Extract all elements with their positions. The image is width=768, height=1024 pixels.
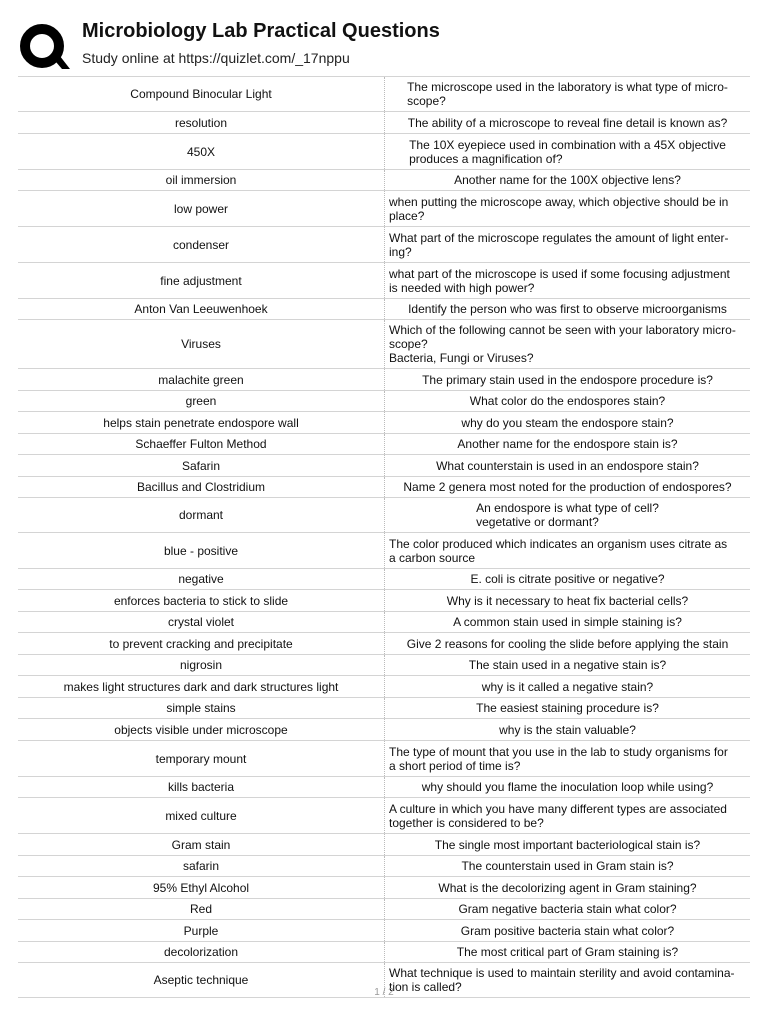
card-definition-text: what part of the microscope is used if some focusing adjustment is needed with high power? xyxy=(389,266,730,295)
card-term: to prevent cracking and precipitate xyxy=(109,636,293,651)
card-definition xyxy=(384,299,750,319)
card-definition-text: Name 2 genera most noted for the production of endospores? xyxy=(403,480,732,494)
card-definition xyxy=(384,856,750,876)
card-term: low power xyxy=(173,201,229,216)
card-definition-text: Why is it necessary to heat fix bacterial cells? xyxy=(446,593,689,608)
card-definition xyxy=(384,834,750,855)
card-definition xyxy=(384,434,750,454)
card-definition-text: The easiest staining procedure is? xyxy=(476,701,659,715)
card-definition-text: The ability of a microscope to reveal fine detail is known as? xyxy=(407,115,728,130)
card-term: safarin xyxy=(182,859,220,873)
card-definition-text: The stain used in a negative stain is? xyxy=(468,658,667,672)
card-row xyxy=(18,320,750,369)
card-definition xyxy=(384,612,750,632)
card-definition-text: What is the decolorizing agent in Gram staining? xyxy=(438,880,697,895)
card-term: Gram stain xyxy=(171,837,231,852)
card-row xyxy=(18,191,750,227)
card-term: 450X xyxy=(186,144,216,159)
card-definition-text: when putting the microscope away, which objective should be in place? xyxy=(389,194,729,223)
card-definition xyxy=(384,391,750,411)
card-term: resolution xyxy=(174,115,228,130)
card-row xyxy=(18,112,750,134)
card-definition-text: An endospore is what type of cell? vegetative or dormant? xyxy=(476,501,659,529)
card-term: Safarin xyxy=(181,458,221,473)
card-term: helps stain penetrate endospore wall xyxy=(103,415,299,430)
card-row xyxy=(18,369,750,391)
card-row xyxy=(18,877,750,899)
flashcard-table xyxy=(18,76,750,998)
card-term: blue - positive xyxy=(163,543,239,558)
card-definition xyxy=(384,899,750,919)
card-row xyxy=(18,533,750,569)
page-number: 1 / 2 xyxy=(374,987,394,998)
card-definition xyxy=(384,170,750,190)
card-row xyxy=(18,391,750,412)
card-term: Schaeffer Fulton Method xyxy=(135,437,267,451)
card-row xyxy=(18,299,750,320)
card-row xyxy=(18,920,750,942)
card-row xyxy=(18,741,750,777)
card-definition xyxy=(384,263,750,298)
card-definition-text: why is it called a negative stain? xyxy=(481,679,654,694)
card-definition-text: Another name for the 100X objective lens? xyxy=(454,173,681,187)
card-term: temporary mount xyxy=(155,751,247,766)
card-definition xyxy=(384,777,750,797)
card-row xyxy=(18,477,750,498)
card-row xyxy=(18,777,750,798)
card-definition-text: The most critical part of Gram staining is? xyxy=(456,945,679,959)
card-term: kills bacteria xyxy=(167,780,235,794)
card-definition-text: A common stain used in simple staining is? xyxy=(453,615,682,629)
card-definition-text: Give 2 reasons for cooling the slide before applying the stain xyxy=(406,636,729,651)
card-row xyxy=(18,498,750,533)
card-term: Viruses xyxy=(181,337,221,351)
card-term: 95% Ethyl Alcohol xyxy=(152,880,250,895)
card-term: Aseptic technique xyxy=(153,973,249,987)
card-definition-text: Which of the following cannot be seen with your laboratory micro- scope? Bacteria, Fungi or Viruses? xyxy=(389,323,736,365)
card-term: Red xyxy=(189,902,212,916)
card-definition-text: The microscope used in the laboratory is what type of micro- scope? xyxy=(407,80,728,108)
card-definition xyxy=(384,676,750,697)
card-row xyxy=(18,942,750,963)
card-row xyxy=(18,170,750,191)
card-definition-text: What counterstain is used in an endospore stain? xyxy=(436,458,699,473)
card-definition xyxy=(384,655,750,675)
card-definition xyxy=(384,134,750,169)
card-definition xyxy=(384,698,750,718)
card-definition xyxy=(384,920,750,941)
card-term: oil immersion xyxy=(165,173,237,187)
card-definition xyxy=(384,741,750,776)
card-row xyxy=(18,227,750,263)
card-term: Anton Van Leeuwenhoek xyxy=(134,302,268,316)
card-definition xyxy=(384,112,750,133)
card-definition-text: The primary stain used in the endospore procedure is? xyxy=(422,372,713,387)
card-definition-text: What part of the microscope regulates the amount of light enter- ing? xyxy=(389,230,729,259)
card-row xyxy=(18,633,750,655)
card-term: makes light structures dark and dark structures light xyxy=(63,679,339,694)
study-online-link[interactable]: Study online at https://quizlet.com/_17nppu xyxy=(82,50,350,66)
card-definition xyxy=(384,227,750,262)
card-term: negative xyxy=(178,572,224,586)
card-term: green xyxy=(185,394,217,408)
card-definition-text: The type of mount that you use in the lab to study organisms for a short period of time is? xyxy=(389,744,728,773)
card-definition xyxy=(384,369,750,390)
card-term: fine adjustment xyxy=(160,273,242,288)
card-definition-text: Another name for the endospore stain is? xyxy=(457,437,678,451)
card-term: malachite green xyxy=(158,372,244,387)
card-term: Purple xyxy=(183,923,219,938)
card-row xyxy=(18,434,750,455)
card-definition-text: The single most important bacteriological stain is? xyxy=(434,837,701,852)
card-definition-text: The 10X eyepiece used in combination with a 45X objective produces a magnification of? xyxy=(409,137,726,166)
card-term: mixed culture xyxy=(165,808,237,823)
card-row xyxy=(18,899,750,920)
card-definition-text: Identify the person who was first to observe microorganisms xyxy=(408,302,727,316)
card-row xyxy=(18,590,750,612)
card-definition-text: why should you flame the inoculation loop while using? xyxy=(421,780,714,794)
card-definition xyxy=(384,455,750,476)
card-definition xyxy=(384,877,750,898)
card-row xyxy=(18,798,750,834)
card-definition xyxy=(384,533,750,568)
card-definition-text: What color do the endospores stain? xyxy=(469,394,666,408)
card-term: dormant xyxy=(178,508,224,522)
card-row xyxy=(18,719,750,741)
card-row xyxy=(18,412,750,434)
card-definition-text: why do you steam the endospore stain? xyxy=(461,415,674,430)
card-definition xyxy=(384,633,750,654)
card-term: Bacillus and Clostridium xyxy=(136,480,266,494)
card-row xyxy=(18,612,750,633)
card-row xyxy=(18,676,750,698)
card-definition-text: The color produced which indicates an organism uses citrate as a carbon source xyxy=(389,536,728,565)
card-row xyxy=(18,698,750,719)
card-definition xyxy=(384,569,750,589)
card-row xyxy=(18,569,750,590)
card-term: crystal violet xyxy=(167,615,235,629)
card-term: enforces bacteria to stick to slide xyxy=(113,593,289,608)
card-definition xyxy=(384,77,750,111)
quizlet-logo-icon xyxy=(18,22,72,72)
card-definition xyxy=(384,498,750,532)
card-definition xyxy=(384,590,750,611)
card-definition xyxy=(384,320,750,368)
card-definition xyxy=(384,191,750,226)
card-term: decolorization xyxy=(163,945,239,959)
card-definition-text: A culture in which you have many different types are associated together is considered to be? xyxy=(389,801,727,830)
card-definition-text: Gram negative bacteria stain what color? xyxy=(458,902,677,916)
card-row xyxy=(18,263,750,299)
card-row xyxy=(18,76,750,112)
card-definition-text: why is the stain valuable? xyxy=(499,722,636,737)
card-term: Compound Binocular Light xyxy=(130,87,272,101)
card-term: objects visible under microscope xyxy=(114,722,288,737)
card-definition xyxy=(384,477,750,497)
page-header xyxy=(0,0,768,76)
card-definition-text: What technique is used to maintain sterility and avoid contamina- tion is called? xyxy=(389,966,735,994)
card-row xyxy=(18,856,750,877)
card-row xyxy=(18,834,750,856)
card-term: simple stains xyxy=(166,701,236,715)
card-row xyxy=(18,134,750,170)
card-definition xyxy=(384,412,750,433)
card-row xyxy=(18,655,750,676)
card-definition xyxy=(384,942,750,962)
card-definition xyxy=(384,719,750,740)
card-definition xyxy=(384,798,750,833)
card-definition-text: The counterstain used in Gram stain is? xyxy=(461,859,674,873)
card-term: condenser xyxy=(172,237,230,252)
card-definition-text: E. coli is citrate positive or negative? xyxy=(470,572,665,586)
card-definition-text: Gram positive bacteria stain what color? xyxy=(460,923,675,938)
card-term: nigrosin xyxy=(179,658,223,672)
page-title: Microbiology Lab Practical Questions xyxy=(82,20,440,42)
card-row xyxy=(18,455,750,477)
